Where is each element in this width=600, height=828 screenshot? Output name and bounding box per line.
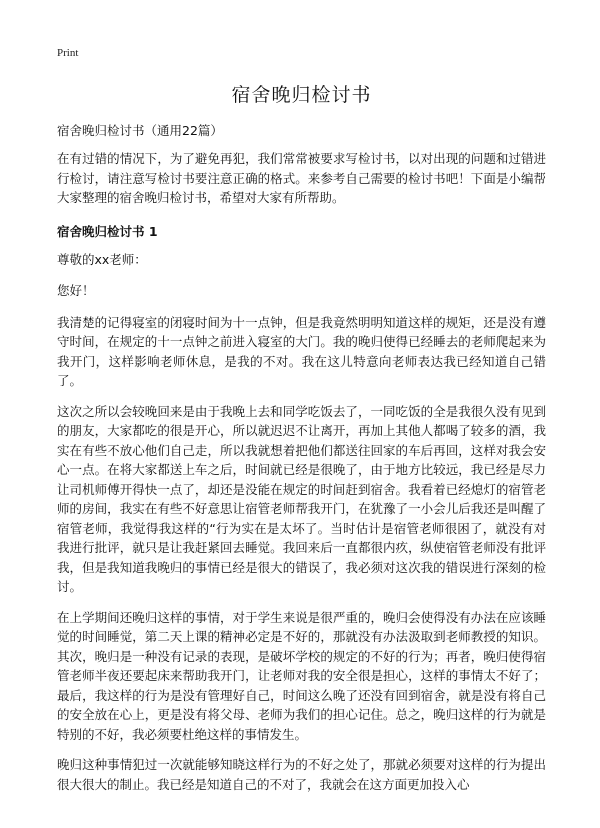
document-subtitle: 宿舍晚归检讨书（通用22篇） [57, 123, 223, 138]
body-paragraph: 晚归这种事情犯过一次就能够知晓这样行为的不好之处了，那就必须要对这样的行为提出很大很大的制止。我已经是知道自己的不对了，我就会在这方面更加投入心 [57, 757, 546, 792]
greeting: 您好！ [57, 283, 95, 298]
print-link[interactable]: Print [57, 47, 79, 59]
body-paragraph: 在上学期间还晚归这样的事情，对于学生来说是很严重的，晚归会使得没有办法在应该睡觉的时间睡觉，第二天上课的精神必定是不好的，那就没有办法汲取到老师教授的知识。其次，晚归是一种没有记录的表现，是破坏学校的规定的不好的行为；再者，晚归使得宿管老师半夜还要起床来帮助我开门，让老师对我的安全很是担心，这样的事情太不好了；最后，我这样的行为是没有管理好自己，时间这么晚了还没有回到宿舍，就是没有将自己的安全放在心上，更是没有将父母、老师为我们的担心记住。总之，晚归这样的行为就是特别的不好，我必须要杜绝这样的事情发生。 [57, 609, 546, 742]
body-paragraph: 这次之所以会较晚回来是由于我晚上去和同学吃饭去了，一同吃饭的全是我很久没有见到的朋友，大家都吃的很是开心，所以就迟迟不让离开，再加上其他人都喝了较多的酒，我实在有些不放心他们自己走，所以我就想着把他们都送往回家的车后再回，这样对我会安心一点。在将大家都送上车之后，时间就已经是很晚了，由于地方比较远，我已经是尽力让司机师傅开得快一点了，却还是没能在规定的时间赶到宿舍。我看着已经熄灯的宿管老师的房间，我实在有些不好意思让宿管老师帮我开门，在犹豫了一小会儿后我还是叫醒了宿管老师，我觉得我这样的“行为实在是太坏了。当时估计是宿管老师很困了，就没有对我进行批评，就只是让我赶紧回去睡觉。我回来后一直都很内疚，纵使宿管老师没有批评我，但是我知道我晚归的事情已经是很大的错误了，我必须对这次我的错误进行深刻的检讨。 [57, 403, 546, 594]
section-heading: 宿舍晚归检讨书 1 [57, 223, 158, 239]
intro-paragraph: 在有过错的情况下，为了避免再犯，我们常常被要求写检讨书，以对出现的问题和过错进行检讨，请注意写检讨书要注意正确的格式。来参考自己需要的检讨书吧！下面是小编帮大家整理的宿舍晚归检讨书，希望对大家有所帮助。 [57, 151, 546, 205]
body-paragraph: 我清楚的记得寝室的闭寝时间为十一点钟，但是我竟然明明知道这样的规矩，还是没有遵守时间，在规定的十一点钟之前进入寝室的大门。我的晚归使得已经睡去的老师爬起来为我开门，这样影响老师休息，是我的不对。我在这儿特意向老师表达我已经知道自己错了。 [57, 314, 546, 388]
salutation: 尊敬的xx老师： [57, 251, 147, 267]
document-title: 宿舍晚归检讨书 [231, 84, 372, 106]
document-page [57, 72, 546, 805]
